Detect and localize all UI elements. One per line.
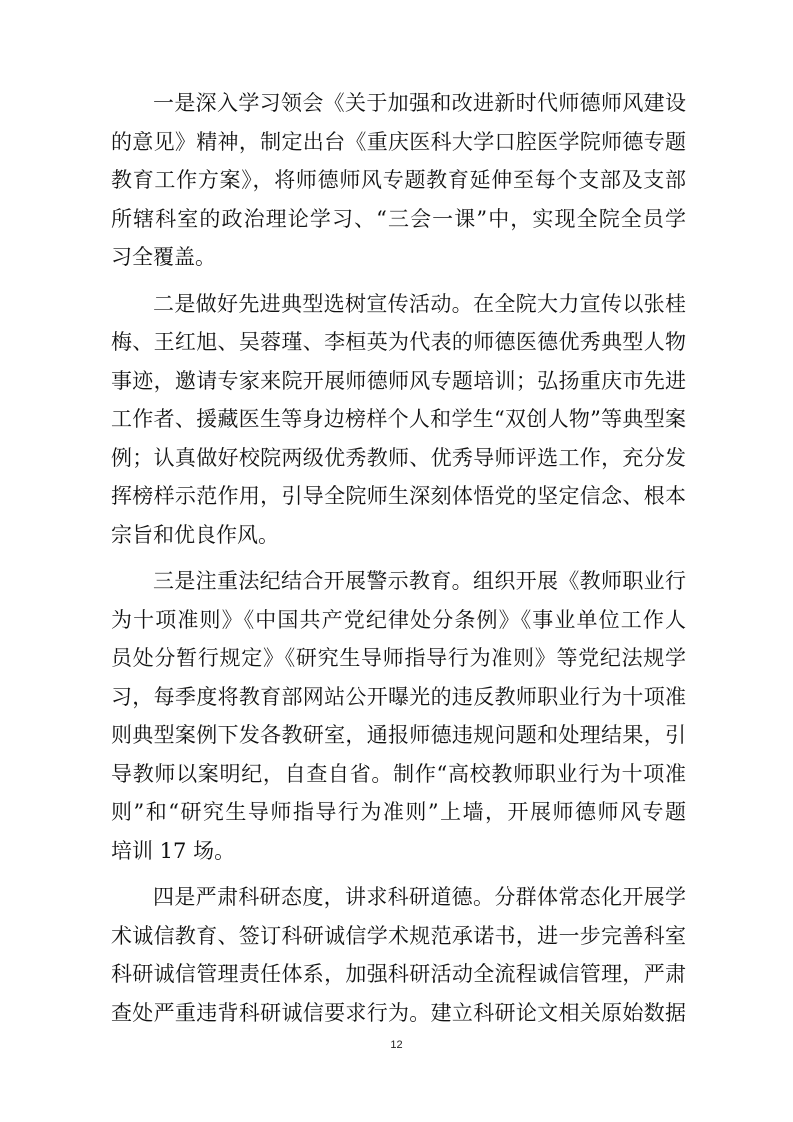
text-line: 员处分暂行规定》《研究生导师指导行为准则》等党纪法规学 [111,646,686,670]
text-line: 培训 17 场。 [111,838,236,863]
text-line: 导教师以案明纪，自查自省。制作“高校教师职业行为十项准 [111,761,686,786]
text-line: 宗旨和优良作风。 [111,522,279,547]
text-line: 则典型案例下发各教研室，通报师德违规问题和处理结果，引 [111,723,686,747]
text-line: 所辖科室的政治理论学习、“三会一课”中，实现全院全员学 [111,206,686,231]
text-line: 二是做好先进典型选树宣传活动。在全院大力宣传以张桂 [153,291,686,316]
text-line: 科研诚信管理责任体系，加强科研活动全流程诚信管理，严肃 [111,962,686,986]
text-line: 术诚信教育、签订科研诚信学术规范承诺书，进一步完善科室 [111,923,686,948]
text-line: 工作者、援藏医生等身边榜样个人和学生“双创人物”等典型案 [111,407,686,431]
document-body [111,84,686,1040]
text-line: 习全覆盖。 [111,245,216,269]
text-line: 事迹，邀请专家来院开展师德师风专题培训；弘扬重庆市先进 [111,368,686,393]
page-number: 12 [390,1039,403,1051]
paragraph-4 [111,878,686,1032]
text-line: 梅、王红旭、吴蓉瑾、李桓英为代表的师德医德优秀典型人物 [111,330,686,354]
text-line: 为十项准则》《中国共产党纪律处分条例》《事业单位工作人 [111,607,686,632]
text-line: 习，每季度将教育部网站公开曝光的违反教师职业行为十项准 [111,684,686,709]
text-line: 查处严重违背科研诚信要求行为。建立科研论文相关原始数据 [111,1000,686,1025]
text-line: 例；认真做好校院两级优秀教师、优秀导师评选工作，充分发 [111,445,686,470]
text-line: 的意见》精神，制定出台《重庆医科大学口腔医学院师德专题 [111,129,686,154]
text-line: 挥榜样示范作用，引导全院师生深刻体悟党的坚定信念、根本 [111,484,686,508]
text-line: 教育工作方案》，将师德师风专题教育延伸至每个支部及支部 [111,168,686,192]
text-line: 三是注重法纪结合开展警示教育。组织开展《教师职业行 [153,569,686,593]
paragraph-1 [111,84,686,277]
text-line: 四是严肃科研态度，讲求科研道德。分群体常态化开展学 [153,885,686,909]
paragraph-3 [111,562,686,870]
paragraph-2 [111,285,686,555]
text-line: 则”和“研究生导师指导行为准则”上墙，开展师德师风专题 [111,800,686,824]
text-line: 一是深入学习领会《关于加强和改进新时代师德师风建设 [153,91,686,115]
